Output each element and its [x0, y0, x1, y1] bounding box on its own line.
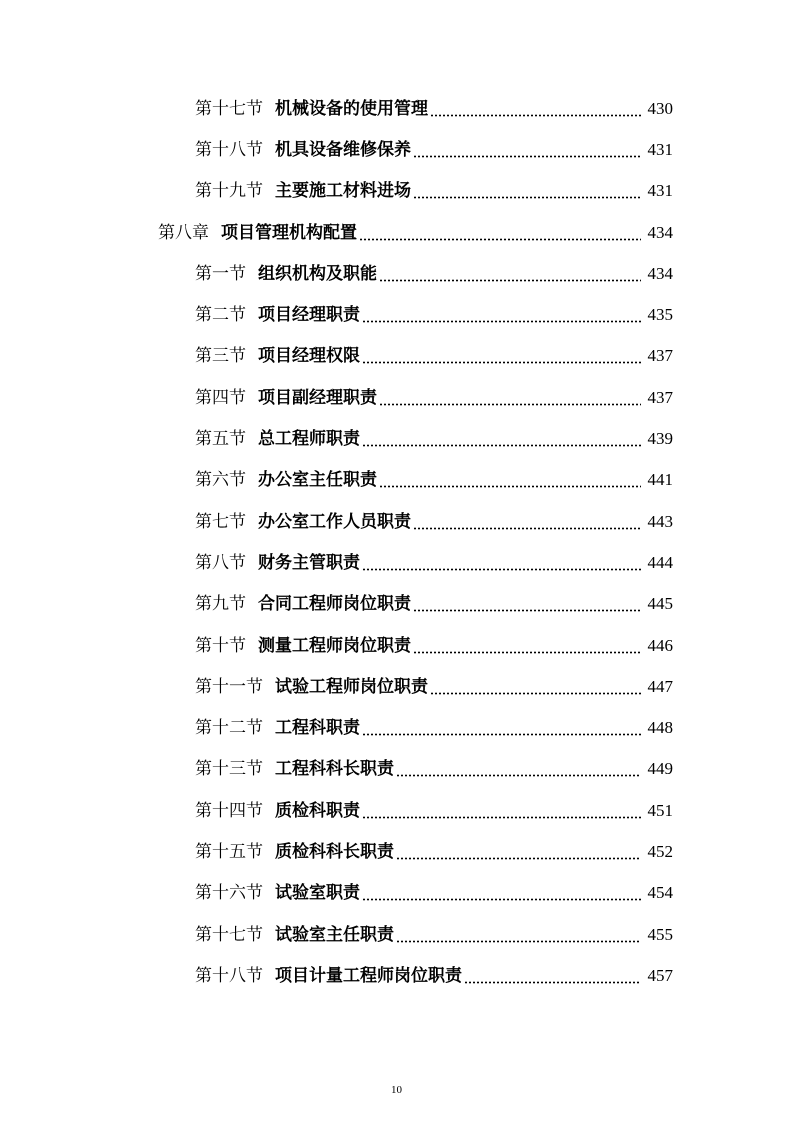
toc-section-entry[interactable] — [0, 294, 793, 335]
toc-section-entry[interactable] — [0, 831, 793, 872]
toc-entry-title: 质检科职责 — [275, 800, 360, 821]
toc-entry-line — [195, 471, 793, 489]
toc-section-entry[interactable] — [0, 625, 793, 666]
toc-entry-page: 434 — [647, 222, 673, 242]
toc-section-entry[interactable] — [0, 418, 793, 459]
toc-entry-page: 448 — [647, 718, 673, 738]
toc-entry-line — [195, 389, 793, 407]
toc-entry-page: 445 — [647, 594, 673, 614]
toc-entry-title: 合同工程师岗位职责 — [258, 594, 411, 615]
toc-entry-number: 第三节 — [195, 346, 246, 367]
toc-entry-page: 444 — [647, 552, 673, 572]
dot-leader — [430, 101, 641, 118]
toc-entry-line — [195, 513, 793, 531]
dot-leader — [362, 307, 641, 324]
toc-entry-page: 431 — [647, 139, 673, 159]
toc-entry-title: 项目经理权限 — [258, 346, 360, 367]
toc-entry-title: 机械设备的使用管理 — [275, 98, 428, 119]
toc-entry-line — [195, 141, 793, 159]
toc-entry-page: 452 — [647, 841, 673, 861]
toc-entry-title: 工程科科长职责 — [275, 759, 394, 780]
dot-leader — [359, 225, 641, 242]
dot-leader — [396, 844, 641, 861]
toc-section-entry[interactable] — [0, 501, 793, 542]
toc-entry-number: 第八节 — [195, 552, 246, 573]
toc-entry-number: 第四节 — [195, 387, 246, 408]
dot-leader — [362, 720, 641, 737]
toc-entry-title: 项目计量工程师岗位职责 — [275, 965, 462, 986]
toc-entry-line — [195, 967, 793, 985]
toc-entry-title: 试验工程师岗位职责 — [275, 676, 428, 697]
toc-section-entry[interactable] — [0, 666, 793, 707]
toc-entry-page: 437 — [647, 387, 673, 407]
toc-entry-number: 第十节 — [195, 635, 246, 656]
toc-section-entry[interactable] — [0, 336, 793, 377]
toc-entry-number: 第十一节 — [195, 676, 263, 697]
toc-section-entry[interactable] — [0, 584, 793, 625]
toc-entry-number: 第十五节 — [195, 841, 263, 862]
toc-entry-title: 机具设备维修保养 — [275, 139, 411, 160]
toc-entry-number: 第二节 — [195, 305, 246, 326]
dot-leader — [413, 514, 641, 531]
dot-leader — [430, 679, 641, 696]
toc-entry-line — [195, 678, 793, 696]
toc-entry-number: 第十二节 — [195, 718, 263, 739]
dot-leader — [379, 390, 641, 407]
toc-entry-line — [195, 430, 793, 448]
toc-section-entry[interactable] — [0, 253, 793, 294]
toc-chapter-entry[interactable] — [0, 212, 793, 253]
toc-section-entry[interactable] — [0, 88, 793, 129]
toc-entry-title: 主要施工材料进场 — [275, 181, 411, 202]
toc-entry-number: 第五节 — [195, 429, 246, 450]
toc-section-entry[interactable] — [0, 707, 793, 748]
dot-leader — [362, 803, 641, 820]
toc-section-entry[interactable] — [0, 873, 793, 914]
toc-entry-line — [158, 224, 793, 242]
toc-entry-line — [195, 100, 793, 118]
toc-entry-number: 第十七节 — [195, 924, 263, 945]
dot-leader — [413, 142, 641, 159]
dot-leader — [396, 927, 641, 944]
toc-section-entry[interactable] — [0, 460, 793, 501]
toc-entry-page: 454 — [647, 883, 673, 903]
toc-section-entry[interactable] — [0, 171, 793, 212]
toc-entry-line — [195, 926, 793, 944]
toc-section-entry[interactable] — [0, 914, 793, 955]
dot-leader — [362, 431, 641, 448]
toc-entry-page: 431 — [647, 181, 673, 201]
toc-entry-page: 441 — [647, 470, 673, 490]
toc-entry-page: 435 — [647, 305, 673, 325]
toc-entry-number: 第十三节 — [195, 759, 263, 780]
toc-entry-title: 工程科职责 — [275, 718, 360, 739]
toc-entry-page: 457 — [647, 965, 673, 985]
toc-entry-title: 总工程师职责 — [258, 429, 360, 450]
toc-section-entry[interactable] — [0, 955, 793, 996]
dot-leader — [413, 183, 641, 200]
toc-entry-page: 451 — [647, 800, 673, 820]
toc-section-entry[interactable] — [0, 790, 793, 831]
toc-section-entry[interactable] — [0, 749, 793, 790]
dot-leader — [464, 968, 641, 985]
toc-entry-number: 第十八节 — [195, 139, 263, 160]
toc-entry-number: 第十八节 — [195, 965, 263, 986]
toc-section-entry[interactable] — [0, 377, 793, 418]
toc-entry-line — [195, 182, 793, 200]
toc-entry-number: 第十六节 — [195, 883, 263, 904]
toc-entry-line — [195, 760, 793, 778]
toc-entry-title: 试验室主任职责 — [275, 924, 394, 945]
toc-entry-line — [195, 554, 793, 572]
toc-entry-line — [195, 802, 793, 820]
toc-entry-line — [195, 306, 793, 324]
toc-entry-page: 439 — [647, 429, 673, 449]
toc-entry-number: 第十九节 — [195, 181, 263, 202]
toc-entry-line — [195, 265, 793, 283]
toc-entry-title: 质检科科长职责 — [275, 841, 394, 862]
page-number: 10 — [391, 1084, 402, 1096]
toc-entry-number: 第九节 — [195, 594, 246, 615]
dot-leader — [413, 596, 641, 613]
toc-entry-title: 项目经理职责 — [258, 305, 360, 326]
dot-leader — [362, 885, 641, 902]
toc-entry-page: 437 — [647, 346, 673, 366]
toc-entry-line — [195, 595, 793, 613]
toc-entry-page: 434 — [647, 263, 673, 283]
toc-entry-title: 测量工程师岗位职责 — [258, 635, 411, 656]
toc-entry-title: 组织机构及职能 — [258, 263, 377, 284]
toc-entry-number: 第一节 — [195, 263, 246, 284]
toc-entry-line — [195, 637, 793, 655]
dot-leader — [379, 266, 641, 283]
toc-entry-number: 第八章 — [158, 222, 209, 243]
dot-leader — [362, 348, 641, 365]
toc-entry-page: 455 — [647, 924, 673, 944]
toc-section-entry[interactable] — [0, 129, 793, 170]
toc-entry-number: 第十七节 — [195, 98, 263, 119]
toc-entry-title: 试验室职责 — [275, 883, 360, 904]
toc-entry-number: 第六节 — [195, 470, 246, 491]
toc-entry-title: 办公室主任职责 — [258, 470, 377, 491]
toc-entry-title: 项目管理机构配置 — [221, 222, 357, 243]
toc-entry-line — [195, 884, 793, 902]
toc-entry-line — [195, 719, 793, 737]
toc-entry-page: 447 — [647, 676, 673, 696]
toc-entry-line — [195, 843, 793, 861]
toc-entry-title: 项目副经理职责 — [258, 387, 377, 408]
dot-leader — [362, 555, 641, 572]
toc-entry-page: 443 — [647, 511, 673, 531]
dot-leader — [379, 472, 641, 489]
toc-entry-number: 第十四节 — [195, 800, 263, 821]
dot-leader — [413, 638, 641, 655]
toc-entry-title: 财务主管职责 — [258, 552, 360, 573]
toc-entry-line — [195, 347, 793, 365]
dot-leader — [396, 761, 641, 778]
toc-entry-page: 449 — [647, 759, 673, 779]
table-of-contents — [0, 88, 793, 997]
toc-entry-page: 446 — [647, 635, 673, 655]
toc-entry-title: 办公室工作人员职责 — [258, 511, 411, 532]
toc-entry-number: 第七节 — [195, 511, 246, 532]
toc-entry-page: 430 — [647, 98, 673, 118]
toc-section-entry[interactable] — [0, 542, 793, 583]
